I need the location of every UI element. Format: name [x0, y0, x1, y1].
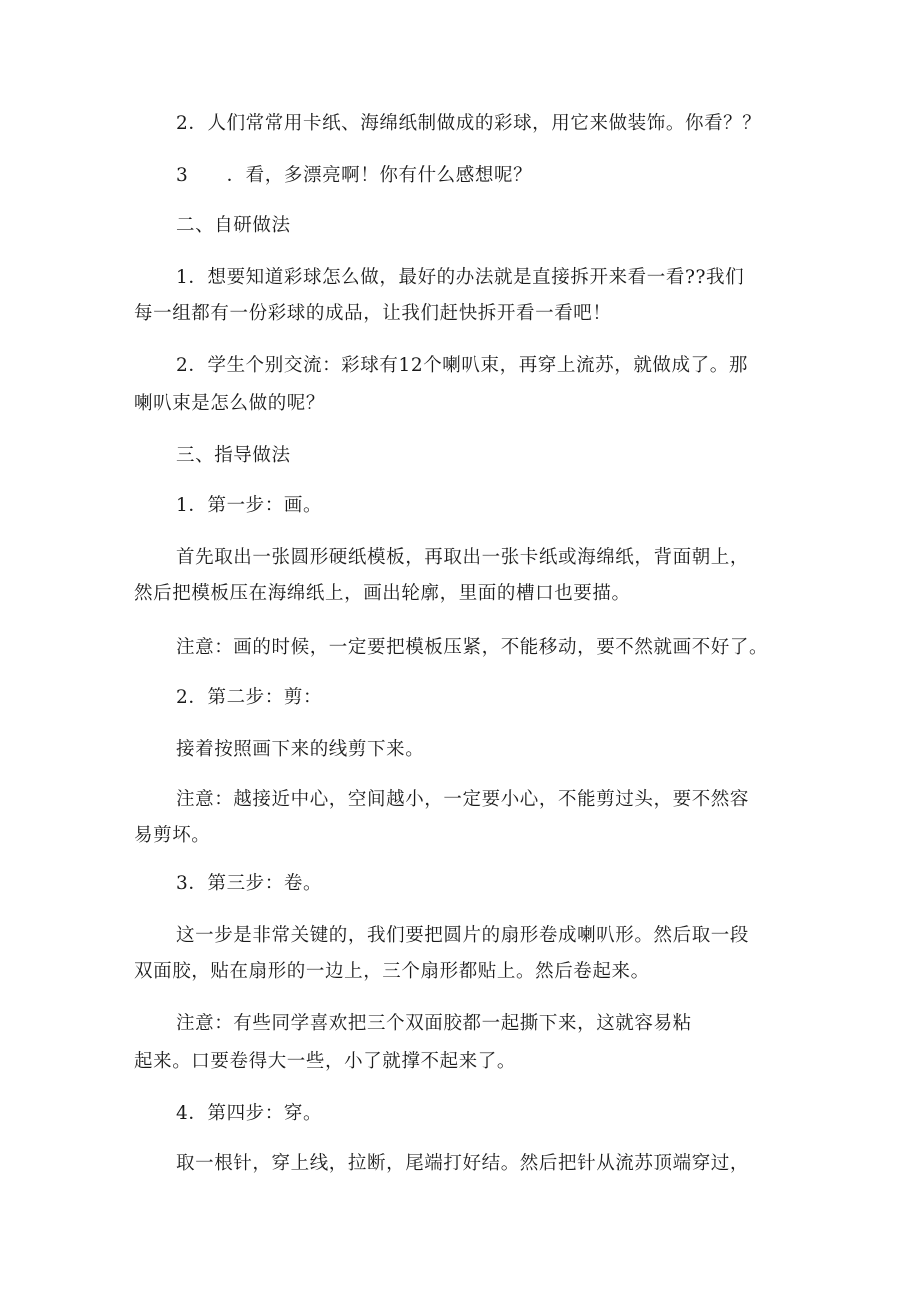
step-1-text-line-2: 然后把模板压在海绵纸上，画出轮廓，里面的槽口也要描。: [134, 583, 631, 604]
section-heading-guidance: 三、指导做法: [176, 445, 291, 466]
step-4-text: 取一根针，穿上线，拉断，尾端打好结。然后把针从流苏顶端穿过，: [176, 1153, 750, 1174]
paragraph-item-2-line-2: 喇叭束是怎么做的呢？: [134, 393, 326, 414]
paragraph-item-3-look: 3 ．看，多漂亮啊！你有什么感想呢？: [176, 165, 533, 186]
section-heading-self-study: 二、自研做法: [176, 215, 291, 236]
step-2-note-line-2: 易剪坏。: [134, 825, 211, 846]
step-3-note-line-1: 注意：有些同学喜欢把三个双面胶都一起撕下来，这就容易粘: [176, 1013, 692, 1034]
step-1-note: 注意：画的时候，一定要把模板压紧，不能移动，要不然就画不好了。: [176, 637, 769, 658]
step-3-note-line-2: 起来。口要卷得大一些，小了就撑不起来了。: [134, 1051, 517, 1072]
step-1-text-line-1: 首先取出一张圆形硬纸模板，再取出一张卡纸或海绵纸，背面朝上，: [176, 547, 750, 568]
step-3-text-line-1: 这一步是非常关键的，我们要把圆片的扇形卷成喇叭形。然后取一段: [176, 925, 750, 946]
step-3-text-line-2: 双面胶，贴在扇形的一边上，三个扇形都贴上。然后卷起来。: [134, 961, 650, 982]
paragraph-item-2-line-1: 2．学生个别交流：彩球有12个喇叭束，再穿上流苏，就做成了。那: [176, 355, 748, 376]
step-1-heading: 1．第一步：画。: [176, 495, 323, 516]
step-2-note-line-1: 注意：越接近中心，空间越小，一定要小心，不能剪过头，要不然容: [176, 789, 750, 810]
paragraph-item-1-line-1: 1．想要知道彩球怎么做，最好的办法就是直接拆开来看一看??我们: [176, 267, 745, 288]
step-2-text: 接着按照画下来的线剪下来。: [176, 739, 425, 760]
paragraph-item-2-intro: 2．人们常常用卡纸、海绵纸制做成的彩球，用它来做装饰。你看？？: [176, 113, 762, 134]
paragraph-item-1-line-2: 每一组都有一份彩球的成品，让我们赶快拆开看一看吧！: [134, 303, 612, 324]
step-2-heading: 2．第二步：剪：: [176, 687, 323, 708]
step-4-heading: 4．第四步：穿。: [176, 1103, 323, 1124]
step-3-heading: 3．第三步：卷。: [176, 873, 323, 894]
